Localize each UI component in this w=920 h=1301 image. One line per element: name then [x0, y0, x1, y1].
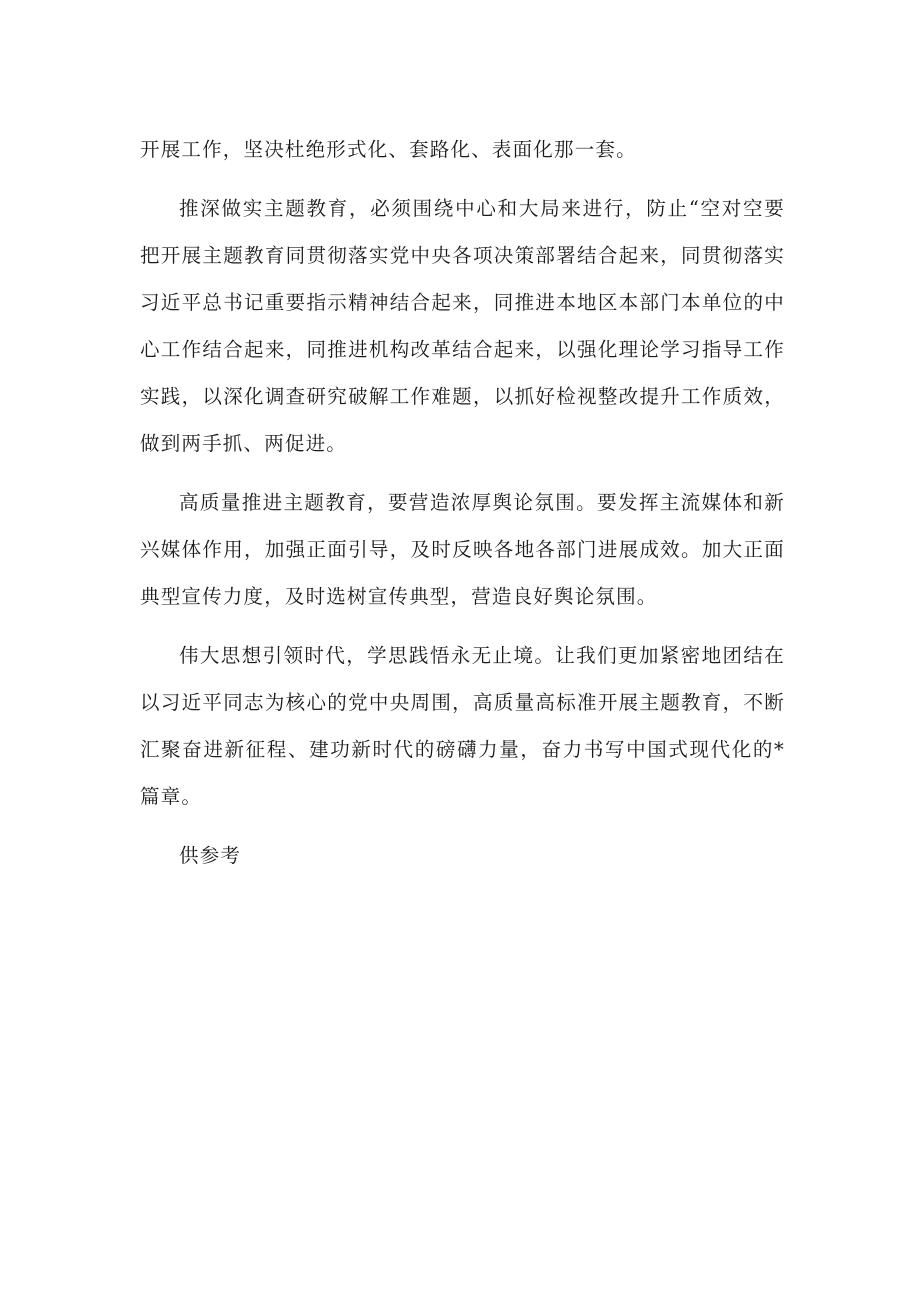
paragraph-great-thought: 伟大思想引领时代，学思践悟永无止境。让我们更加紧密地团结在以习近平同志为核心的党中央周围，高质量高标准开展主题教育，不断汇聚奋进新征程、建功新时代的磅礴力量，奋力书写中国式现代化的*篇章。 — [140, 644, 785, 808]
paragraph-public-opinion: 高质量推进主题教育，要营造浓厚舆论氛围。要发挥主流媒体和新兴媒体作用，加强正面引导，及时反映各地各部门进展成效。加大正面典型宣传力度，及时选树宣传典型，营造良好舆论氛围。 — [140, 491, 785, 608]
paragraph-continuation: 开展工作，坚决杜绝形式化、套路化、表面化那一套。 — [140, 138, 637, 161]
paragraph-deepen-education: 推深做实主题教育，必须围绕中心和大局来进行，防止“空对空要把开展主题教育同贯彻落实党中央各项决策部署结合起来，同贯彻落实习近平总书记重要指示精神结合起来，同推进本地区本部门本单位的中心工作结合起来，同推进机构改革结合起来，以强化理论学习指导工作实践，以深化调查研究破解工作难题，以抓好检视整改提升工作质效，做到两手抓、两促进。 — [140, 197, 785, 455]
document-body — [140, 126, 785, 891]
closing-note: 供参考 — [179, 844, 242, 867]
